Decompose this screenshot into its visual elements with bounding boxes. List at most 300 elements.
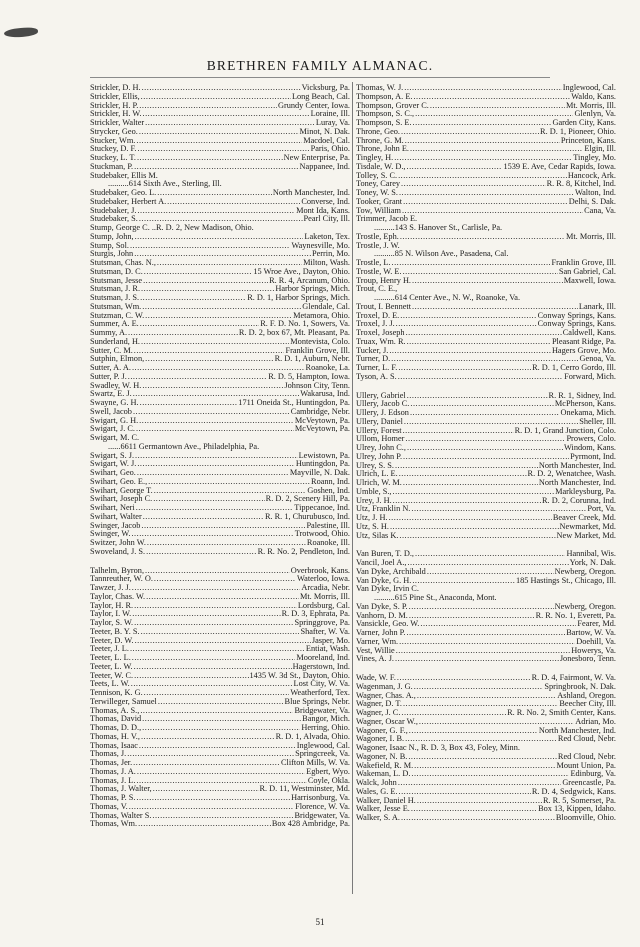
entry-name: Trostle, J. W. <box>356 241 400 250</box>
directory-entry <box>356 470 616 479</box>
directory-entry <box>356 532 616 541</box>
dot-leader <box>142 84 301 93</box>
dot-leader <box>389 514 552 523</box>
entry-place: R. D. 2, box 67, Mt. Pleasant, Pa. <box>238 329 350 337</box>
dot-leader <box>142 303 301 312</box>
directory-entry <box>356 312 616 321</box>
directory-entry <box>90 584 350 593</box>
entry-name: Wagner, Chas. A., <box>356 691 416 700</box>
entry-place: Arcadia, Nebr. <box>301 584 350 592</box>
dot-leader <box>140 294 246 303</box>
directory-entry <box>90 303 350 312</box>
dot-leader <box>415 110 573 119</box>
directory-entry <box>90 478 350 487</box>
dot-leader <box>136 504 294 513</box>
directory-entry <box>356 488 616 497</box>
dot-leader <box>136 794 290 803</box>
page-header: BRETHREN FAMILY ALMANAC. <box>206 58 434 73</box>
entry-name: Walker, Daniel H. <box>356 796 416 805</box>
entry-name: Tolley, S. C. <box>356 171 398 180</box>
entry-place: Herring, Ohio. <box>301 724 350 732</box>
entry-place: 185 Hastings St., Chicago, Ill. <box>515 576 616 585</box>
directory-entry <box>90 637 350 646</box>
directory-entry <box>90 373 350 382</box>
entry-place: Waterloo, Iowa. <box>296 575 350 584</box>
directory-entry <box>356 709 616 718</box>
entry-name: Sutter, A. A. <box>90 364 131 372</box>
entry-name: Stuckey, D. F. <box>90 145 137 154</box>
entry-place: Vicksburg, Pa. <box>301 84 350 92</box>
entry-name: Van Dyke, Irvin C. <box>356 585 419 594</box>
entry-place: Metamora, Ohio. <box>293 311 350 320</box>
entry-name: Stutzman, C. W. <box>90 311 145 320</box>
directory-entry: ..........85 N. Wilson Ave., Pasadena, Cal. <box>374 250 509 259</box>
directory-entry <box>356 638 616 647</box>
entry-name: Stuckey, L. T. <box>90 154 136 162</box>
dot-leader <box>403 427 514 436</box>
dot-leader <box>147 539 306 548</box>
entry-place: Conway Springs, Kans. <box>537 320 616 329</box>
entry-name: Toney, W. S. <box>356 189 398 197</box>
entry-place: Elgin, Ill. <box>584 145 616 154</box>
entry-place: Bangor, Mich. <box>302 715 350 724</box>
dot-leader <box>399 189 574 198</box>
directory-entry <box>90 329 350 338</box>
dot-leader <box>413 119 552 128</box>
entry-name: Swell, Jacob <box>90 407 132 416</box>
dot-leader <box>430 102 565 111</box>
entry-name: Swihart, Geo. E., <box>90 477 148 486</box>
directory-entry <box>90 733 350 742</box>
entry-name: Thompson, S. C., <box>356 110 415 119</box>
entry-place: McVeytown, Pa. <box>294 416 350 425</box>
entry-place: R. D. 4, Fairmont, W. Va. <box>531 674 616 682</box>
directory-entry <box>356 189 616 198</box>
directory-entry <box>90 768 350 777</box>
dot-leader <box>395 462 538 471</box>
entry-name: Tucker, J. <box>356 346 389 355</box>
section-gap <box>356 382 616 392</box>
entry-place: Prowers, Colo. <box>566 435 616 444</box>
dot-leader <box>136 137 302 146</box>
entry-place: R. R. 4, Arcanum, Ohio. <box>269 276 350 285</box>
entry-name: Tingley, H. <box>356 154 394 162</box>
entry-place: Bartow, W. Va. <box>566 629 616 637</box>
entry-name: Swartz, E. J. <box>90 390 132 399</box>
entry-name: Wagner, D. T. <box>356 700 402 709</box>
dot-leader <box>127 750 294 759</box>
directory-entry: ..........143 S. Hanover St., Carlisle, Pa. <box>374 224 503 232</box>
directory-entry <box>90 347 350 356</box>
entry-name: Stutsman, Wm. <box>90 302 142 311</box>
dot-leader <box>143 110 310 119</box>
directory-entry <box>356 744 616 753</box>
directory-entry <box>90 128 350 137</box>
directory-column-right <box>356 84 616 823</box>
entry-name: Swoveland, J. S. <box>90 547 146 556</box>
entry-place: Luray, Va. <box>315 119 350 127</box>
directory-entry <box>356 479 616 488</box>
entry-name: Thomas, Isaac <box>90 741 138 750</box>
entry-name: Vancil, Joel A., <box>356 559 407 567</box>
directory-entry <box>356 735 616 744</box>
directory-entry <box>90 259 350 268</box>
dot-leader <box>389 347 551 356</box>
dot-leader <box>391 355 578 364</box>
directory-entry <box>90 689 350 698</box>
dot-leader <box>153 785 259 794</box>
dot-leader <box>410 409 560 418</box>
directory-entry <box>90 724 350 733</box>
entry-name: Swigart, W. J. <box>90 460 137 469</box>
entry-name: Studebaker, J. <box>90 206 137 215</box>
directory-entry <box>356 329 616 338</box>
entry-name: Sutter, P. J. <box>90 372 127 381</box>
directory-entry <box>356 347 616 356</box>
dot-leader <box>138 145 310 154</box>
dot-leader <box>417 692 556 701</box>
directory-entry <box>90 619 350 628</box>
directory-entry <box>90 408 350 417</box>
entry-place: Weatherford, Tex. <box>290 689 350 697</box>
entry-name: Stutsman, D. C. <box>90 267 143 276</box>
entry-place: 1539 E. Ave, Cedar Rapids, Iowa. <box>503 162 616 171</box>
directory-entry: ..........614 Sixth Ave., Sterling, Ill. <box>108 180 222 189</box>
dot-leader <box>139 102 277 111</box>
dot-leader <box>139 128 299 137</box>
entry-place: Mt. Morris, Ill. <box>565 232 616 241</box>
dot-leader <box>136 425 294 434</box>
entry-place: Montevista, Colo. <box>290 337 350 346</box>
directory-entry <box>356 444 616 453</box>
dot-leader <box>133 759 280 768</box>
dot-leader <box>390 523 559 532</box>
dot-leader <box>134 663 292 672</box>
entry-place: Garden City, Kans. <box>552 119 616 127</box>
dot-leader <box>407 163 503 172</box>
directory-entry <box>90 750 350 759</box>
dot-leader <box>141 628 300 637</box>
entry-place: Huntingdon, Pa. <box>295 460 350 469</box>
directory-entry <box>90 434 350 443</box>
dot-leader <box>129 803 294 812</box>
dot-leader <box>137 768 305 777</box>
dot-leader <box>405 435 565 444</box>
directory-entry <box>356 285 616 294</box>
directory-entry <box>90 812 350 821</box>
entry-place: Lewistown, Pa. <box>298 451 350 460</box>
directory-entry <box>90 567 350 576</box>
dot-leader <box>153 495 264 504</box>
entry-name: Ullery, J. Edson <box>356 409 409 417</box>
dot-leader <box>141 522 305 531</box>
entry-place: Tingley, Mo. <box>573 154 616 162</box>
entry-place: Port, Va. <box>587 505 616 514</box>
dot-leader <box>412 577 515 586</box>
directory-entry <box>90 715 350 724</box>
entry-name: Teets, L. W. <box>90 680 130 689</box>
entry-place: North Manchester, Ind. <box>272 189 350 197</box>
entry-place: Jasper, Mo. <box>311 636 350 645</box>
entry-name: Swihart, Geo. <box>90 469 136 477</box>
dot-leader <box>139 417 294 426</box>
dot-leader <box>141 338 289 347</box>
entry-place: R. D. 2, Corunna, Ind. <box>542 496 616 505</box>
entry-name: Sutphin, Elmon, <box>90 355 145 364</box>
column-divider <box>352 82 353 894</box>
dot-leader <box>130 242 290 251</box>
directory-entry <box>356 585 616 594</box>
dot-leader <box>398 172 567 181</box>
entry-name: Walker, Jesse E. <box>356 805 410 814</box>
entry-name: Throne, Geo. <box>356 127 401 136</box>
entry-name: Switzer, John W. <box>90 539 146 547</box>
directory-entry <box>90 680 350 689</box>
entry-name: Thomas, J. <box>90 750 127 759</box>
dot-leader <box>408 753 557 762</box>
dot-leader <box>139 215 303 224</box>
entry-name: Van Dyke, Archibald <box>356 567 426 576</box>
entry-place: Box 428 Ambridge, Pa. <box>271 820 350 829</box>
dot-leader <box>142 724 300 733</box>
dot-leader <box>141 733 275 742</box>
dot-leader <box>144 268 253 277</box>
dot-leader <box>409 727 538 736</box>
entry-name: Stuckman, P. <box>90 162 134 171</box>
dot-leader <box>393 488 555 497</box>
directory-entry <box>90 145 350 154</box>
directory-entry <box>90 102 350 111</box>
dot-leader <box>401 128 539 137</box>
dot-leader <box>409 603 554 612</box>
entry-name: Tisdale, W. D., <box>356 162 406 171</box>
directory-entry <box>356 364 616 373</box>
entry-name: Trostle, Eph. <box>356 232 399 241</box>
entry-place: Pearl City, Ill. <box>303 215 350 224</box>
entry-name: Strycker, Geo. <box>90 127 138 136</box>
dot-leader <box>145 567 290 576</box>
entry-name: Thompson, Grover C. <box>356 101 429 110</box>
entry-place: Bridgewater, Va. <box>294 706 350 715</box>
entry-name: Throne, G. M. <box>356 136 404 145</box>
directory-entry <box>90 355 350 364</box>
dot-leader <box>131 530 293 539</box>
directory-entry <box>356 233 616 242</box>
entry-place: Newberg, Oregon. <box>554 602 616 611</box>
entry-place: McPherson, Kans. <box>554 400 616 409</box>
entry-place: Mooreland, Ind. <box>296 654 350 662</box>
directory-entry <box>90 820 350 829</box>
entry-name: Ulrey, John P. <box>356 452 403 461</box>
entry-place: Milton, Wash. <box>303 259 350 267</box>
dot-leader <box>398 779 562 788</box>
entry-name: Sutter, C. M. <box>90 346 133 355</box>
entry-place: R. D. 1, Harbor Springs, Mich. <box>247 294 350 302</box>
entry-place: Mt. Morris, Ill. <box>299 592 350 601</box>
entry-name: Wagoner, Isaac N., R. D. 3, Box 43, Foley, Minn. <box>356 744 520 752</box>
directory-entry <box>90 198 350 207</box>
directory-entry <box>90 268 350 277</box>
entry-name: Swigart, S. J. <box>90 451 135 460</box>
directory-entry <box>90 364 350 373</box>
dot-leader <box>420 620 576 629</box>
entry-place: Howerys, Va. <box>571 646 616 655</box>
entry-place: Harrisonburg, Va. <box>291 794 350 802</box>
dot-leader <box>427 568 554 577</box>
directory-entry <box>90 803 350 812</box>
directory-entry <box>90 495 350 504</box>
dot-leader <box>137 469 289 478</box>
dot-leader <box>154 487 307 496</box>
entry-name: Stutsman, J. S. <box>90 294 140 302</box>
entry-place: Wakarusa, Ind. <box>300 390 350 399</box>
directory-entry <box>356 647 616 656</box>
entry-place: Glendale, Cal. <box>302 302 350 311</box>
dot-leader <box>132 654 296 663</box>
directory-entry <box>356 629 616 638</box>
entry-name: Swihart, Walter <box>90 512 142 521</box>
entry-name: Tooker, Grant <box>356 197 403 206</box>
entry-name: Swihart, Neri <box>90 504 135 512</box>
directory-entry <box>356 514 616 523</box>
section-gap <box>356 540 616 550</box>
directory-entry <box>90 645 350 654</box>
entry-name: Summer, A. E. <box>90 320 139 329</box>
entry-place: Palestine, Ill. <box>306 521 350 530</box>
entry-name: Wagoner, N. B. <box>356 752 408 761</box>
entry-name: Thomas, A. S., <box>90 706 140 715</box>
dot-leader <box>399 470 527 479</box>
entry-name: Swinger, W. <box>90 530 131 539</box>
directory-entry <box>90 663 350 672</box>
directory-entry <box>90 277 350 286</box>
entry-name: Wakefield, R. M. <box>356 761 414 770</box>
entry-place: Goshen, Ind. <box>307 486 350 495</box>
entry-place: R. D. 1, Cerro Gordo, Ill. <box>532 364 616 372</box>
entry-place: Springgrove, Pa. <box>294 619 350 627</box>
directory-entry <box>356 612 616 621</box>
dot-leader <box>154 575 296 584</box>
dot-leader <box>145 119 315 128</box>
entry-name: Urey, J. H. <box>356 496 392 505</box>
dot-leader <box>138 820 271 829</box>
directory-entry <box>90 390 350 399</box>
entry-name: Trostle, L. <box>356 259 391 267</box>
entry-name: Trout, C. E., <box>356 285 398 294</box>
entry-name: Utz, S. H. <box>356 522 389 531</box>
dot-leader <box>142 382 283 391</box>
entry-name: Strickler, H. W. <box>90 110 142 119</box>
entry-place: Trotwood, Ohio. <box>294 530 350 539</box>
directory-entry <box>356 154 616 163</box>
entry-place: New Market, Md. <box>556 531 616 540</box>
directory-entry <box>90 777 350 786</box>
entry-place: Sheller, Ill. <box>579 417 616 426</box>
entry-place: R. D. 2, Wenatchee, Wash. <box>527 470 616 479</box>
entry-place: R. D. 1, Auburn, Nebr. <box>274 355 350 364</box>
directory-entry <box>356 355 616 364</box>
entry-place: Springbrook, N. Dak. <box>544 682 616 691</box>
directory-entry <box>90 154 350 163</box>
entry-name: Vansickle, Geo. W. <box>356 620 420 629</box>
entry-name: Studebaker, Herbert A. <box>90 197 167 206</box>
dot-leader <box>134 672 248 681</box>
dot-leader <box>132 364 305 373</box>
entry-name: Thomas, Wm. <box>90 820 138 829</box>
entry-name: Wagenman, J. G. <box>356 682 413 691</box>
directory-entry <box>90 794 350 803</box>
entry-name: Throne, John E. <box>356 145 409 154</box>
dot-leader <box>137 460 294 469</box>
dot-leader <box>144 689 290 698</box>
entry-place: Doehill, Va. <box>576 637 616 646</box>
dot-leader <box>132 584 301 593</box>
entry-place: R. R. 8, Kitchel, Ind. <box>546 180 616 189</box>
entry-place: Roanoke, Ill. <box>306 539 350 547</box>
entry-place: Greencastle, Pa. <box>562 779 616 787</box>
entry-name: Stutsman, J. R. <box>90 285 141 294</box>
entry-name: Utz, J. H. <box>356 514 388 522</box>
directory-entry <box>356 84 616 93</box>
dot-leader <box>132 610 280 619</box>
entry-name: Van Dyke, G. H. <box>356 576 412 585</box>
entry-name: Van Buren, T. D., <box>356 550 414 559</box>
entry-name: Swayne, G. H. <box>90 399 139 407</box>
directory-entry <box>356 762 616 771</box>
entry-place: Minot, N. Dak. <box>299 127 350 136</box>
directory-entry <box>90 513 350 522</box>
dot-leader <box>140 399 238 408</box>
directory-entry <box>356 119 616 128</box>
directory-entry <box>356 805 616 814</box>
entry-name: Troxel, J. J. <box>356 320 395 329</box>
dot-leader <box>399 788 531 797</box>
directory-entry <box>90 460 350 469</box>
dot-leader <box>152 812 293 821</box>
entry-name: Sunderland, H. <box>90 337 141 346</box>
directory-entry <box>90 759 350 768</box>
directory-entry <box>356 692 616 701</box>
entry-name: Tennison, K. G. <box>90 689 143 697</box>
entry-place: Beecher City, Ill. <box>559 700 616 709</box>
entry-name: Swinger, Jacob <box>90 521 141 530</box>
dot-leader <box>137 154 283 163</box>
entry-place: Loraine, Ill. <box>310 110 350 119</box>
entry-name: Tannreuther, W. O. <box>90 575 153 584</box>
directory-entry <box>356 462 616 471</box>
entry-place: Ashland, Oregon. <box>557 691 616 700</box>
directory-entry <box>356 110 616 119</box>
entry-place: Franklin Grove, Ill. <box>551 259 616 267</box>
entry-place: Delhi, S. Dak. <box>568 197 616 206</box>
dot-leader <box>395 655 559 664</box>
directory-entry <box>356 683 616 692</box>
directory-entry <box>90 610 350 619</box>
entry-name: Ulrich, W. M. <box>356 479 402 487</box>
entry-place: 15 Wroe Ave., Dayton, Ohio. <box>253 267 350 276</box>
entry-place: Markleysburg, Pa. <box>555 487 616 496</box>
entry-name: Swihart, Joseph C. <box>90 495 153 504</box>
entry-place: Grundy Center, Iowa. <box>277 101 350 110</box>
entry-place: Conway Springs, Kans. <box>537 311 616 320</box>
dot-leader <box>410 400 554 409</box>
entry-name: Vanhorn, D. M. <box>356 611 408 620</box>
entry-name: Wakeman, L. D. <box>356 770 411 779</box>
directory-entry <box>356 788 616 797</box>
dot-leader <box>409 612 535 621</box>
directory-entry <box>90 320 350 329</box>
entry-name: Studebaker, S. <box>90 215 138 224</box>
